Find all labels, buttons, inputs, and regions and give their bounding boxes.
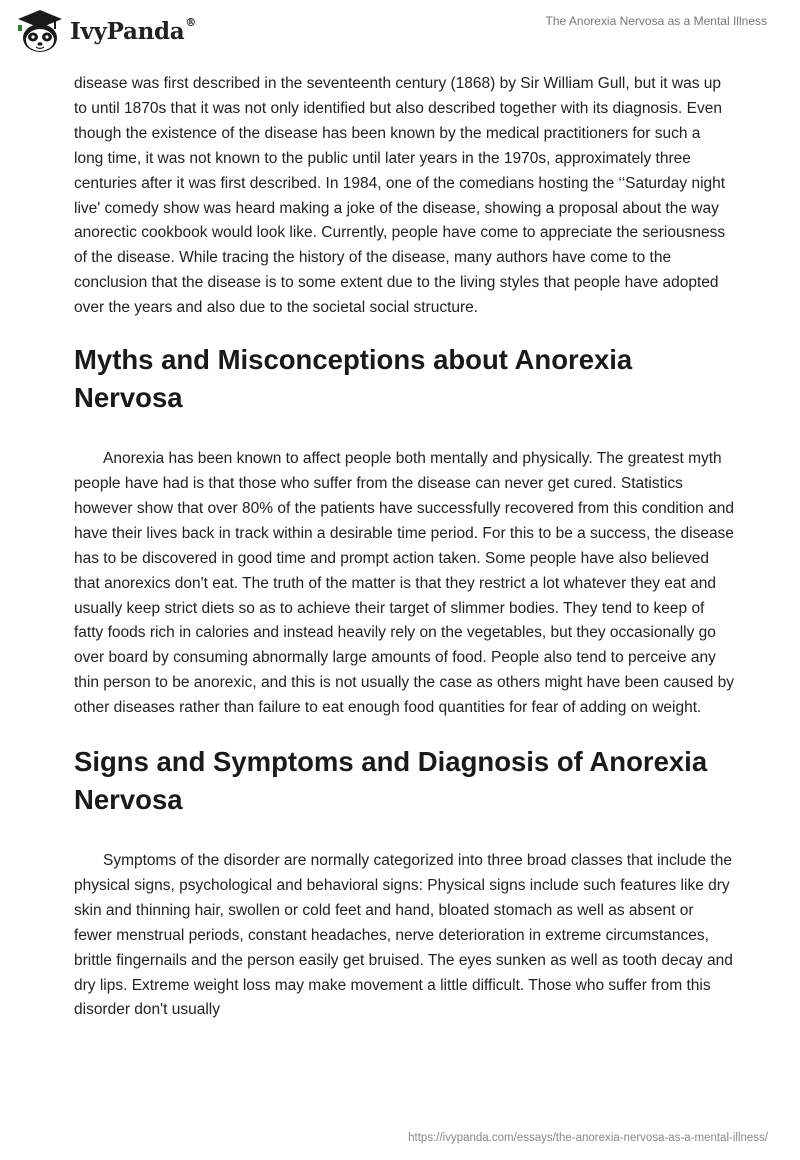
brand-name: IvyPanda® [70, 15, 197, 45]
heading-myths: Myths and Misconceptions about Anorexia Nervosa [74, 344, 633, 414]
panda-logo-icon [14, 8, 66, 54]
heading-signs: Signs and Symptoms and Diagnosis of Anorexia Nervosa [74, 746, 708, 816]
source-url[interactable]: https://ivypanda.com/essays/the-anorexia-nervosa-as-a-mental-illness/ [408, 1132, 768, 1144]
registered-mark: ® [185, 15, 197, 29]
paragraph-intro: disease was first described in the seventeenth century (1868) by Sir William Gull, but it was up to until 1870s that it was not only identified but also described together with its diagnosis. Even though the existence of the disease has been known by the medical practitioners for such a long time, it was not known to the public until later years in the 1970s, approximately three centuries after it was first described. In 1984, one of the comedians hosting the ‘‘Saturday night live' comedy show was heard making a joke of the disease, showing a proposal about the way anorectic cookbook would look like. Currently, people have come to appreciate the seriousness of the disease. While tracing the history of the disease, many authors have come to the conclusion that the disease is to some extent due to the living styles that people have adopted over the years and also due to the societal social structure. [74, 75, 726, 317]
document-title: The Anorexia Nervosa as a Mental Illness [545, 14, 767, 28]
paragraph-signs: Symptoms of the disorder are normally categorized into three broad classes that include the physical signs, psychological and behavioral signs: Physical signs include such features like dry skin and thinning hair, swollen or cold feet and hand, bloated stomach as well as absent or fewer menstrual periods, constant headaches, nerve deterioration in extreme circumstances, brittle fingernails and the person easily get bruised. The eyes sunken as well as tooth decay and dry lips. Extreme weight loss may make movement a little difficult. Those who suffer from this disorder don't usually [74, 852, 733, 1019]
paragraph-myths: Anorexia has been known to affect people both mentally and physically. The greatest myth people have had is that those who suffer from the disease can never get cured. Statistics however show that over 80% of the patients have successfully recovered from this condition and have their lives back in track within a desirable time period. For this to be a success, the disease has to be discovered in good time and prompt action taken. Some people have also believed that anorexics don't eat. The truth of the matter is that they restrict a lot whatever they eat and usually keep strict diets so as to achieve their target of slimmer bodies. They tend to keep of fatty foods rich in calories and instead heavily rely on the vegetables, but they occasionally go over board by consuming abnormally large amounts of food. People also tend to perceive any thin person to be anorexic, and this is not usually the case as others might have been caused by other diseases rather than failure to eat enough food quantities for fear of adding on weight. [74, 450, 735, 717]
essay-body [74, 72, 734, 1023]
brand-logo[interactable] [14, 8, 214, 54]
page-header [0, 0, 800, 62]
